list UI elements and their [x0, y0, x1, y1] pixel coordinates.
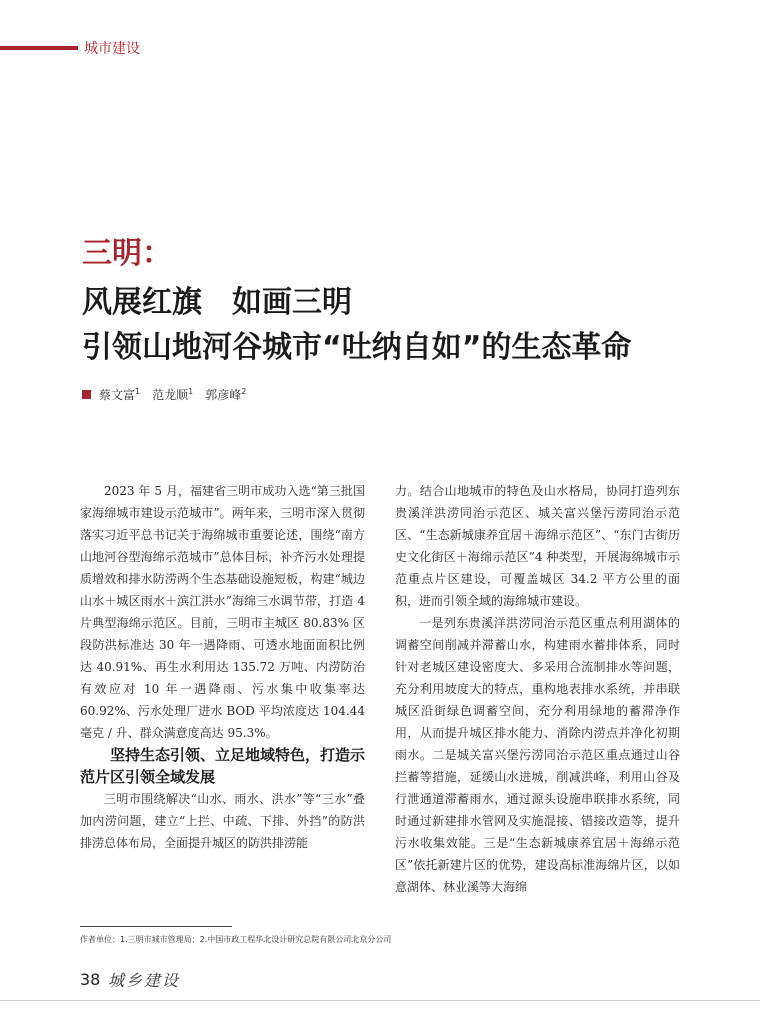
article-title-line-2: 引领山地河谷城市“吐纳自如”的生态革命: [82, 330, 632, 365]
body-column-left: [80, 480, 365, 854]
journal-name: 城乡建设: [108, 971, 181, 990]
author: 范龙顺$^1$: [152, 387, 194, 402]
body-column-right: [395, 480, 680, 898]
author: 郭彦峰$^2$: [205, 387, 247, 402]
footnote-rule: [80, 926, 232, 927]
body-paragraph: 2023 年 5 月，福建省三明市成功入选“第三批国家海绵城市建设示范城市”。两年来，三明市深入贯彻落实习近平总书记关于海绵城市重要论述，围绕“南方山地河谷型海绵示范城市”总体目标，补齐污水处理提质增效和排水防涝两个生态基础设施短板，构建“城边山水＋城区雨水＋滨江洪水”海绵三水调节带，打造 4 片典型海绵示范区。目前，三明市主城区 80.83% 区段防洪标准达 30 年一遇降雨、可透水地面面积比例达 40.91%、再生水利用达 135.72 万吨、内涝防治有效应对 10 年一遇降雨、污水集中收集率达 60.92%、污水处理厂进水 BOD 平均浓度达 104.44 毫克 / 升、群众满意度高达 95.3%。: [80, 484, 365, 740]
body-paragraph: 一是列东贵溪洋洪涝同治示范区重点利用湖体的调蓄空间削减并滞蓄山水，构建雨水蓄排体系，同时针对老城区建设密度大、多采用合流制排水等问题，充分利用坡度大的特点，重构地表排水系统，并串联城区沿街绿色调蓄空间，充分利用绿地的蓄滞净作用，从而提升城区排水能力、消除内涝点并净化初期雨水。二是城关富兴堡污涝同治示范区重点通过山谷拦蓄等措施，延缓山水进城，削减洪峰，利用山谷及行泄通道滞蓄雨水，通过源头设施串联排水系统，同时通过新建排水管网及实施混接、错接改造等，提升污水收集效能。三是“生态新城康养宜居＋海绵示范区”依托新建片区的优势，建设高标准海绵片区，以如意湖体、林业溪等大海绵: [395, 616, 680, 894]
body-paragraph: 三明市围绕解决“山水、雨水、洪水”等“三水”叠加内涝问题，建立“上拦、中疏、下排、外挡”的防洪排涝总体布局，全面提升城区的防洪排涝能: [80, 792, 365, 850]
page-number: 38: [80, 970, 101, 989]
author-marker-square: [82, 390, 91, 399]
section-label: 城市建设: [84, 41, 140, 57]
header-accent-rule: [0, 46, 78, 50]
body-paragraph: 力。结合山地城市的特色及山水格局，协同打造列东贵溪洋洪涝同治示范区、城关富兴堡污涝同治示范区、“生态新城康养宜居＋海绵示范区”、“东门古街历史文化街区＋海绵示范区”4 种类型，开展海绵城市示范重点片区建设，可覆盖城区 34.2 平方公里的面积，进而引领全域的海绵城市建设。: [395, 484, 680, 608]
author-list: [82, 386, 258, 403]
author: 蔡文富$^1$: [99, 387, 141, 402]
section-heading: 坚持生态引领、立足地域特色，打造示范片区引领全域发展: [80, 746, 366, 786]
author-affiliation-footnote: 作者单位：1.三明市城市管理局；2.中国市政工程华北设计研究总院有限公司北京分公司: [80, 935, 392, 944]
article-title-city: 三明：: [82, 236, 172, 271]
bottom-rule: [0, 1000, 760, 1001]
article-title-line-1: 风展红旗 如画三明: [82, 285, 352, 320]
